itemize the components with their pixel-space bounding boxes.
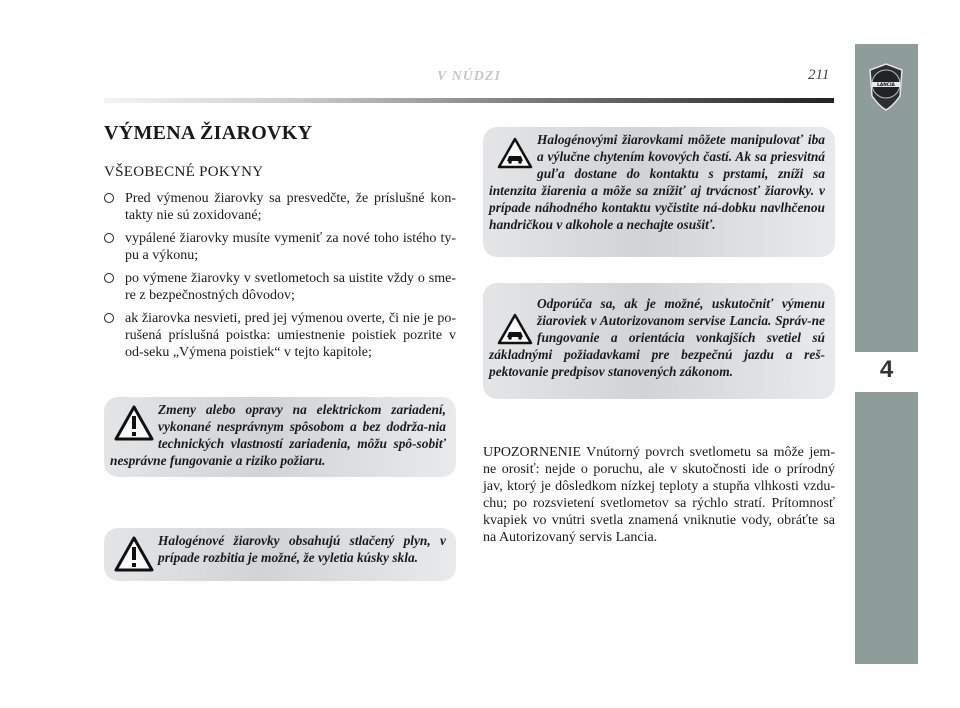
page-number: 211 (808, 67, 830, 83)
list-item: vypálené žiarovky musíte vymeniť za nové toho istého ty-pu a výkonu; (104, 230, 456, 264)
section-title: VÝMENA ŽIAROVKY (104, 122, 313, 144)
warning-text: Zmeny alebo opravy na elektrickom zariadení, vykonané nesprávnym spôsobom a bez dodrža-nia technických vlastností zariadenia, môžu spô-sobiť nesprávne fungovanie a riziko požiaru. (110, 402, 446, 468)
warning-box-electrical (104, 397, 456, 477)
bullet-circle-icon (104, 233, 114, 243)
note-text: Odporúča sa, ak je možné, uskutočniť výmenu žiaroviek v Autorizovanom servise Lancia. Správ-ne fungovanie a orientácia vonkajších svetiel sú základnými požiadavkami pre bezpečnú jazdu a reš-pektovanie predpisov stanovených zákonom. (489, 296, 825, 379)
logo-area (855, 44, 918, 130)
chapter-tab[interactable] (855, 352, 918, 392)
list-item: Pred výmenou žiarovky sa presvedčte, že príslušné kon-takty nie sú zoxidované; (104, 190, 456, 224)
logo-lettering: LANCIA (877, 83, 895, 89)
running-header-title: V NÚDZI (437, 69, 501, 84)
header-rule (104, 98, 834, 103)
lancia-logo-icon (867, 62, 905, 112)
bullet-circle-icon (104, 193, 114, 203)
note-box-handling (483, 127, 835, 257)
list-item: ak žiarovka nesvieti, pred jej výmenou overte, či nie je po-rušená príslušná poistka: umiestnenie poistiek pozrite v od-seku „Výmena poistiek“ v tejto kapitole; (104, 310, 456, 361)
subsection-title: VŠEOBECNÉ POKYNY (104, 164, 264, 180)
warning-box-halogen (104, 528, 456, 581)
chapter-number: 4 (879, 356, 894, 383)
instruction-list (104, 190, 456, 367)
list-item: po výmene žiarovky v svetlometoch sa uistite vždy o sme-re z bezpečnostných dôvodov; (104, 270, 456, 304)
note-box-service (483, 283, 835, 399)
note-text: Halogénovými žiarovkami môžete manipulovať iba a výlučne chytením kovových častí. Ak sa priesvitná guľa dostane do kontaktu s prstami, zníži sa intenzita žiarenia a môže sa znížiť aj trvácnosť žiarovky. v prípade náhodného kontaktu vyčistite ná-dobku navlhčenou handričkou v alkohole a nechajte osušiť. (489, 132, 825, 232)
warning-text: Halogénové žiarovky obsahujú stlačený plyn, v prípade rozbitia je možné, že vyletia kúsky skla. (158, 533, 446, 565)
body-paragraph: UPOZORNENIE Vnútorný povrch svetlometu sa môže jem-ne orosiť: nejde o poruchu, ale v skutočnosti ide o prírodný jav, ktorý je dôsledkom nízkej teploty a stupňa vlhkosti vzdu-chu; po rozsvietení svetlometov sa rýchlo stratí. Prítomnosť kvapiek vo vnútri svetla znamená vniknutie vody, obráťte sa na Autorizovaný servis Lancia. (483, 445, 835, 545)
bullet-circle-icon (104, 313, 114, 323)
bullet-circle-icon (104, 273, 114, 283)
